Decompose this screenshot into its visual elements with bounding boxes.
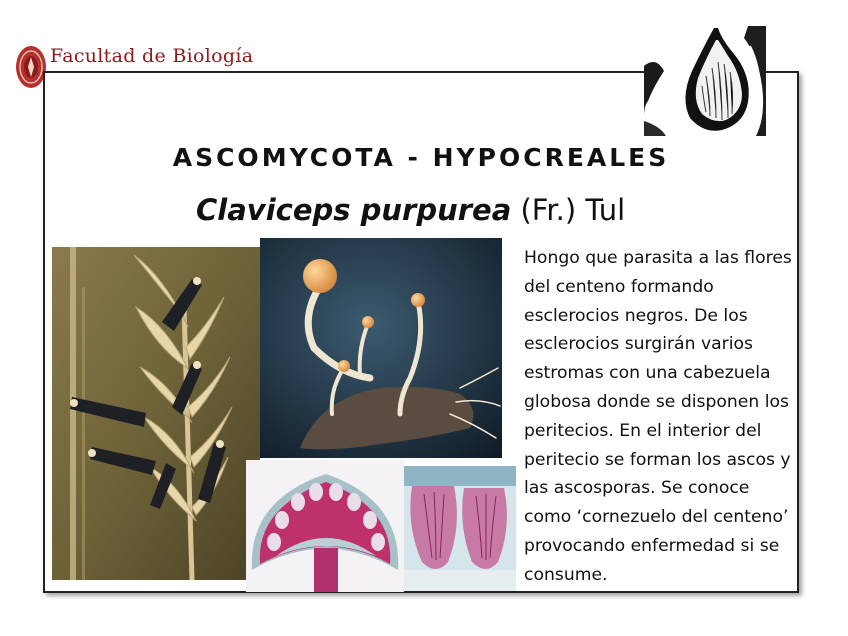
species-binomial: Claviceps purpurea xyxy=(196,193,512,227)
slide-title: ASCOMYCOTA - HYPOCREALES xyxy=(172,143,670,172)
rye-ear-with-sclerotia-photo xyxy=(52,247,260,580)
species-description: Hongo que parasita a las flores del centeno formando esclerocios negros. De los esclerocios surgirán varios estromas con una cabezuela globosa donde se disponen los peritecios. En el interior del peritecio se forman los ascos y las ascosporas. Se conoce como ‘cornezuelo del centeno’ provocando enfermedad si se consume. xyxy=(524,248,792,585)
species-author: (Fr.) Tul xyxy=(511,193,626,227)
species-name xyxy=(196,193,625,227)
perithecia-detail-micrograph xyxy=(404,466,516,591)
stroma-head-section-micrograph xyxy=(246,460,404,592)
org-title: Facultad de Biología xyxy=(50,45,254,67)
stromata-on-sclerotium-photo xyxy=(260,238,502,458)
perithecium-drawing xyxy=(644,26,766,136)
